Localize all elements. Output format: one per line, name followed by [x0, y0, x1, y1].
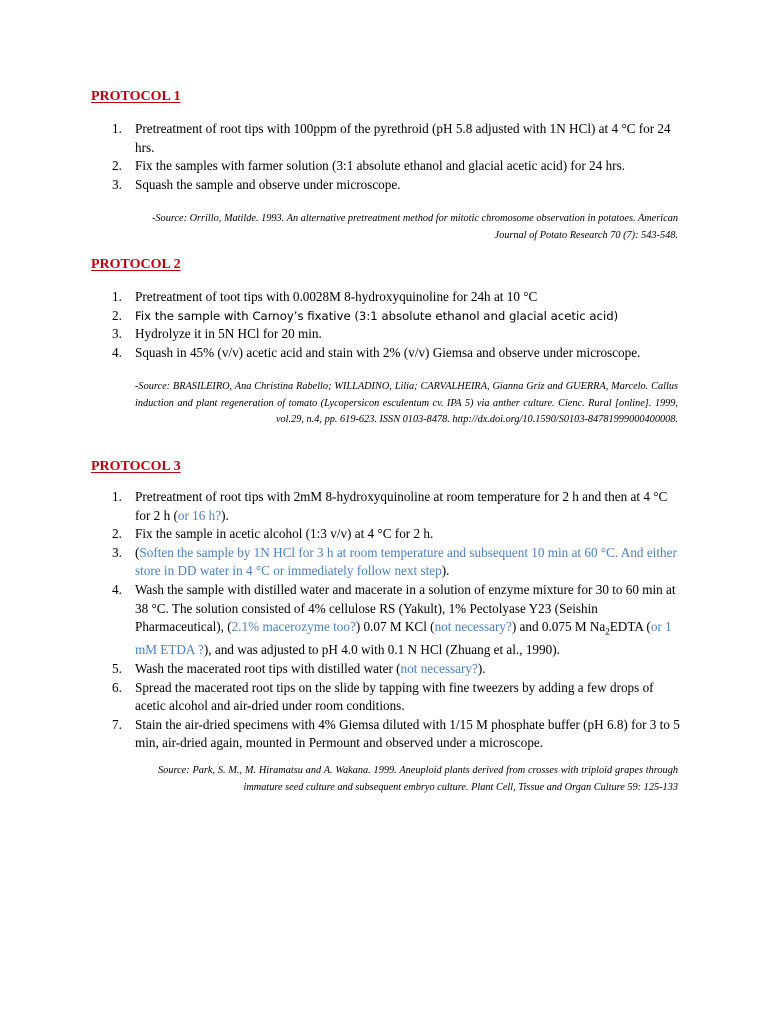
list-item: 1. Pretreatment of toot tips with 0.0028M 8-hydroxyquinoline for 24h at 10 °C — [112, 289, 538, 304]
protocol-2-source: -Source: BRASILEIRO, Ana Christina Rabello; WILLADINO, Lilia; CARVALHEIRA, Gianna Griz and GUERRA, Marcelo. Callus induction and plant regeneration of tomato (Lycopersicon esculentum cv. IPA 5) via anther culture. Cienc. Rural [online]. 1999, vol.29, n.4, pp. 619-623. ISSN 0103-8478. http://dx.doi.org/10.1590/S0103-84781999000400008. — [135, 381, 678, 425]
note-text: 2.1% macerozyme too? — [231, 619, 356, 635]
protocol-3-steps — [100, 488, 680, 753]
protocol-1-source: -Source: Orrillo, Matilde. 1993. An alternative pretreatment method for mitotic chromosome observation in potatoes. American Journal of Potato Research 70 (7): 543-548. — [151, 213, 678, 241]
list-item: 3. Squash the sample and observe under microscope. — [112, 176, 401, 192]
list-item: 6. Spread the macerated root tips on the slide by tapping with fine tweezers by adding a few drops of acetic alcohol and air-dried under room conditions. — [112, 679, 654, 714]
list-item: 1. Pretreatment of root tips with 2mM 8-hydroxyquinoline at room temperature for 2 h and then at 4 °C for 2 h (or 16 h?). — [112, 489, 668, 523]
list-item: 4. Squash in 45% (v/v) acetic acid and stain with 2% (v/v) Giemsa and observe under microscope. — [112, 344, 641, 360]
list-item: 4. Wash the sample with distilled water and macerate in a solution of enzyme mixture for 30 to 60 min at 38 °C. The solution consisted of 4% cellulose RS (Yakult), 1% Pectolyase Y23 (Seishin Pharmaceutical), (2.1% macerozyme too?) 0.07 M KCl (not necessary?) and 0.075 M $Na_2EDTA$ (or 1 mM ETDA ?), and was adjusted to pH 4.0 with 0.1 N HCl (Zhuang et al., 1990). — [112, 581, 676, 658]
list-item: 5. Wash the macerated root tips with distilled water (not necessary?). — [112, 660, 486, 676]
list-item: 2. Fix the samples with farmer solution (3:1 absolute ethanol and glacial acetic acid) for 24 hrs. — [112, 158, 625, 174]
protocol-2-steps — [100, 288, 680, 362]
note-text: not necessary? — [400, 660, 478, 676]
note-text: Soften the sample by 1N HCl for 3 h at room temperature and subsequent 10 min at 60 °C. And either store in DD water in 4 °C or immediately follow next step — [135, 544, 677, 579]
list-item: 3. (Soften the sample by 1N HCl for 3 h at room temperature and subsequent 10 min at 60 °C. And either store in DD water in 4 °C or immediately follow next step). — [112, 544, 677, 579]
list-item: 2. Fix the sample in acetic alcohol (1:3 v/v) at 4 °C for 2 h. — [112, 526, 434, 542]
protocol-3-source: Source: Park, S. M., M. Hiramatsu and A. Wakana. 1999. Aneuploid plants derived from crosses with triploid grapes through immature seed culture and subsequent embryo culture. Plant Cell, Tissue and Organ Culture 59: 125-133 — [158, 765, 678, 793]
list-item: 3. Hydrolyze it in 5N HCl for 20 min. — [112, 326, 322, 342]
protocol-1-heading: PROTOCOL 1 — [91, 89, 181, 104]
protocol-2-heading: PROTOCOL 2 — [91, 257, 181, 272]
protocol-3-heading: PROTOCOL 3 — [91, 459, 181, 474]
protocol-1-steps — [100, 120, 680, 194]
note-text: not necessary? — [434, 619, 512, 635]
note-text: or 16 h? — [177, 507, 222, 523]
list-item: 1. Pretreatment of root tips with 100ppm of the pyrethroid (pH 5.8 adjusted with 1N HCl) at 4 °C for 24 hrs. — [112, 121, 671, 155]
note-text: or 1 mM ETDA ? — [135, 619, 672, 658]
list-item: 7. Stain the air-dried specimens with 4% Giemsa diluted with 1/15 M phosphate buffer (pH 6.8) for 3 to 5 min, air-dried again, mounted in Permount and observed under a microscope. — [112, 716, 680, 751]
list-item: 2. Fix the sample with Carnoy’s fixative (3:1 absolute ethanol and glacial acetic acid) — [112, 307, 619, 323]
